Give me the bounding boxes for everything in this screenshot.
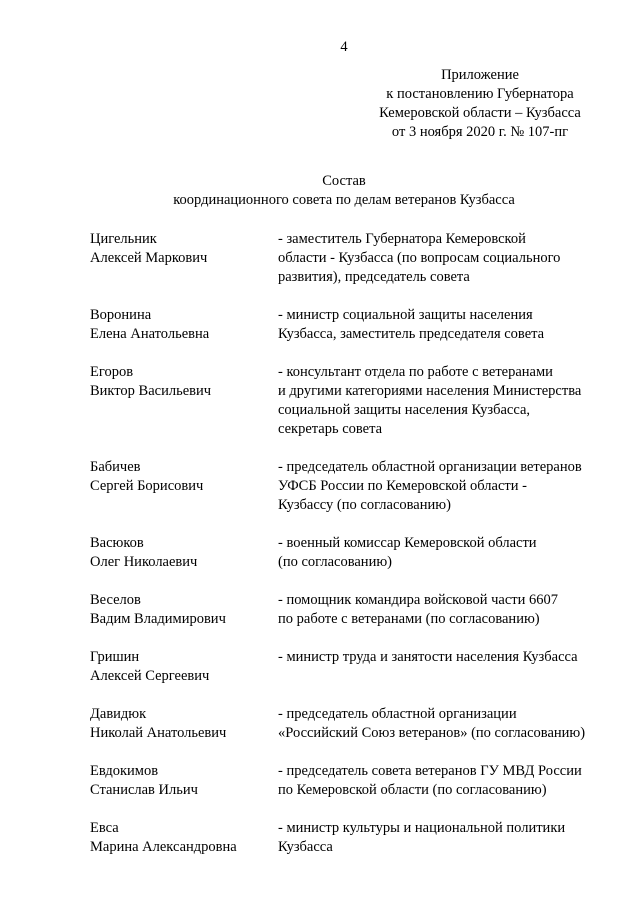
member-name (90, 363, 278, 439)
member-surname: Васюков (90, 535, 144, 551)
member-name (90, 819, 278, 857)
member-row (90, 363, 620, 439)
member-surname: Евдокимов (90, 763, 159, 779)
members-list (90, 230, 620, 876)
member-surname: Веселов (90, 592, 141, 608)
member-surname: Гришин (90, 649, 140, 665)
member-name (90, 648, 278, 686)
member-role: - министр труда и занятости населения Кузбасса (278, 649, 578, 665)
member-role: - консультант отдела по работе с ветеранами и другими категориями населения Министерства социальной защиты населения Кузбасса, секретарь совета (278, 364, 582, 437)
member-surname: Цигельник (90, 231, 157, 247)
member-role: - заместитель Губернатора Кемеровской области - Кузбасса (по вопросам социального развития), председатель совета (278, 231, 561, 285)
member-surname: Евса (90, 820, 119, 836)
member-given-names: Алексей Маркович (90, 250, 208, 266)
member-surname: Бабичев (90, 459, 141, 475)
member-given-names: Марина Александровна (90, 839, 237, 855)
appendix-line: от 3 ноября 2020 г. № 107-пг (391, 124, 569, 140)
member-row (90, 648, 620, 686)
member-given-names: Сергей Борисович (90, 478, 204, 494)
member-name (90, 230, 278, 287)
title-line: координационного совета по делам ветеранов Кузбасса (173, 192, 515, 208)
member-name (90, 591, 278, 629)
title-line: Состав (322, 173, 366, 189)
member-surname: Воронина (90, 307, 152, 323)
member-given-names: Елена Анатольевна (90, 326, 210, 342)
member-name (90, 762, 278, 800)
member-given-names: Николай Анатольевич (90, 725, 227, 741)
member-row (90, 591, 620, 629)
member-given-names: Станислав Ильич (90, 782, 198, 798)
document-title (0, 172, 640, 210)
member-row (90, 534, 620, 572)
page-number: 4 (340, 39, 348, 55)
member-role: - министр культуры и национальной политики Кузбасса (278, 820, 566, 855)
member-role: - военный комиссар Кемеровской области (по согласованию) (278, 535, 537, 570)
member-row (90, 819, 620, 857)
member-name (90, 705, 278, 743)
member-row (90, 705, 620, 743)
member-name (90, 534, 278, 572)
member-row (90, 306, 620, 344)
member-given-names: Олег Николаевич (90, 554, 198, 570)
member-name (90, 306, 278, 344)
member-given-names: Вадим Владимирович (90, 611, 226, 627)
member-row (90, 762, 620, 800)
member-name (90, 458, 278, 515)
member-role: - председатель совета ветеранов ГУ МВД России по Кемеровской области (по согласованию) (278, 763, 582, 798)
appendix-line: Приложение (441, 67, 519, 83)
member-role: - председатель областной организации «Российский Союз ветеранов» (по согласованию) (278, 706, 586, 741)
member-role: - министр социальной защиты населения Кузбасса, заместитель председателя совета (278, 307, 545, 342)
member-surname: Давидюк (90, 706, 147, 722)
member-given-names: Виктор Васильевич (90, 383, 212, 399)
appendix-header (330, 66, 630, 142)
member-row (90, 230, 620, 287)
appendix-line: Кемеровской области – Кузбасса (379, 105, 581, 121)
member-role: - председатель областной организации ветеранов УФСБ России по Кемеровской области - Кузбассу (по согласованию) (278, 459, 582, 513)
member-row (90, 458, 620, 515)
member-role: - помощник командира войсковой части 6607 по работе с ветеранами (по согласованию) (278, 592, 558, 627)
member-surname: Егоров (90, 364, 134, 380)
appendix-line: к постановлению Губернатора (386, 86, 574, 102)
member-given-names: Алексей Сергеевич (90, 668, 210, 684)
